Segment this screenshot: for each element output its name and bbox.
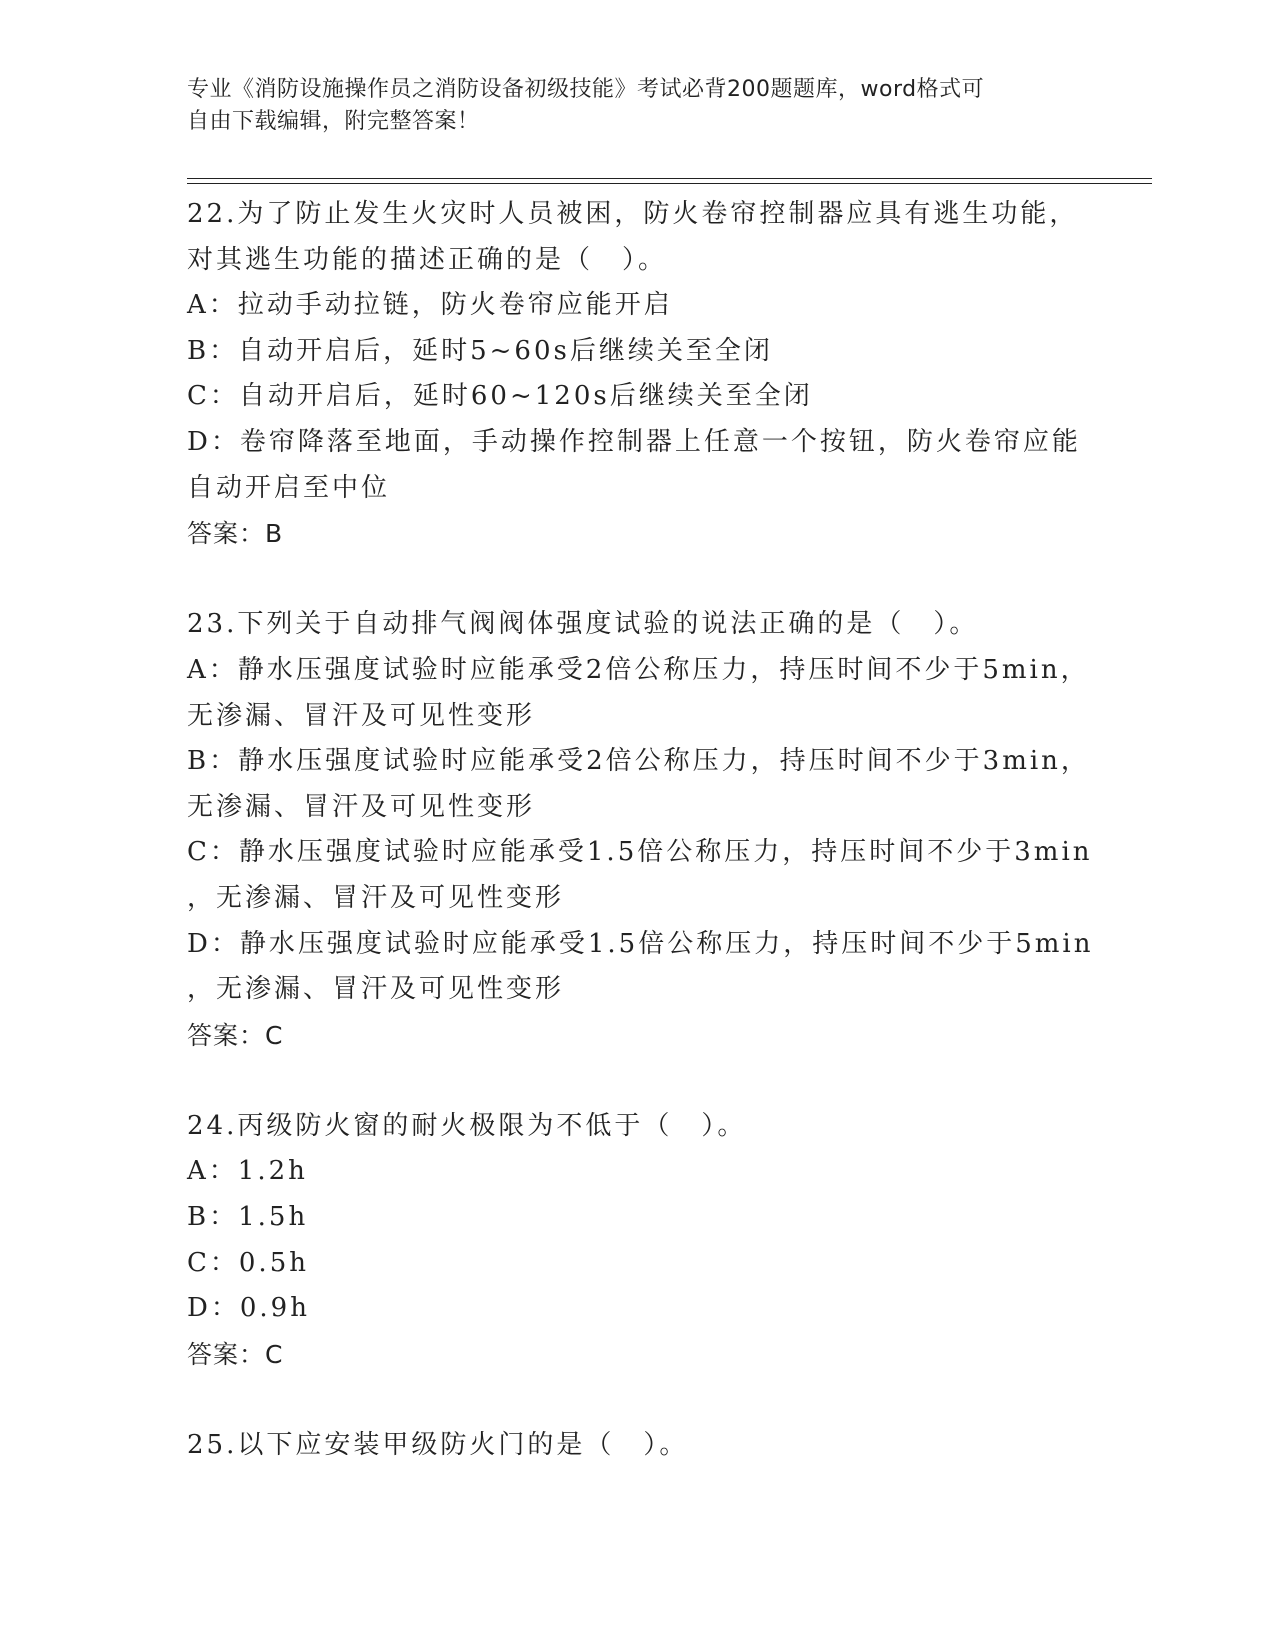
question-stem-line: 24.丙级防火窗的耐火极限为不低于（ ）。 (187, 1110, 747, 1141)
option-b-continuation: 无渗漏、冒汗及可见性变形 (187, 791, 536, 822)
option-b: B：静水压强度试验时应能承受2倍公称压力，持压时间不少于3min， (187, 746, 1090, 777)
question-25 (187, 1423, 1087, 1469)
option-b: B：1.5h (187, 1202, 309, 1233)
header-line-2: 自由下载编辑，附完整答案！ (187, 109, 480, 134)
option-a: A：拉动手动拉链，防火卷帘应能开启 (187, 290, 673, 321)
option-a-continuation: 无渗漏、冒汗及可见性变形 (187, 700, 536, 731)
question-22 (187, 192, 1087, 557)
answer-line: 答案：C (187, 1020, 284, 1050)
question-spacer (187, 1377, 1087, 1423)
question-stem-line: 对其逃生功能的描述正确的是（ ）。 (187, 244, 668, 275)
option-a: A：1.2h (187, 1156, 308, 1187)
question-list (187, 192, 1094, 1469)
header-rule-bottom (187, 183, 1152, 184)
question-spacer (187, 557, 1087, 603)
question-stem-line: 25.以下应安装甲级防火门的是（ ）。 (187, 1430, 689, 1461)
question-24 (187, 1104, 1087, 1378)
header-line-1: 专业《消防设施操作员之消防设备初级技能》考试必背200题题库，word格式可 (187, 77, 985, 102)
question-23 (187, 602, 1094, 1058)
option-d: D：静水压强度试验时应能承受1.5倍公称压力，持压时间不少于5min (187, 928, 1094, 959)
answer-line: 答案：B (187, 519, 284, 549)
option-d-continuation: ，无渗漏、冒汗及可见性变形 (187, 974, 565, 1005)
question-stem-line: 22.为了防止发生火灾时人员被困，防火卷帘控制器应具有逃生功能， (187, 199, 1079, 229)
option-b: B：自动开启后，延时5~60s后继续关至全闭 (187, 335, 773, 366)
question-spacer (187, 1058, 1087, 1104)
option-c-continuation: ，无渗漏、冒汗及可见性变形 (187, 882, 565, 913)
option-a: A：静水压强度试验时应能承受2倍公称压力，持压时间不少于5min， (187, 654, 1090, 685)
document-header (187, 74, 1067, 138)
option-d: D：0.9h (187, 1293, 310, 1324)
option-c: C：0.5h (187, 1247, 309, 1278)
question-stem-line: 23.下列关于自动排气阀阀体强度试验的说法正确的是（ ）。 (187, 609, 979, 640)
answer-line: 答案：C (187, 1339, 284, 1369)
option-d: D：卷帘降落至地面，手动操作控制器上任意一个按钮，防火卷帘应能 (187, 426, 1081, 457)
header-rule-top (187, 178, 1152, 179)
option-c: C：自动开启后，延时60~120s后继续关至全闭 (187, 381, 813, 412)
option-c: C：静水压强度试验时应能承受1.5倍公称压力，持压时间不少于3min (187, 837, 1093, 868)
option-d-continuation: 自动开启至中位 (187, 472, 391, 503)
